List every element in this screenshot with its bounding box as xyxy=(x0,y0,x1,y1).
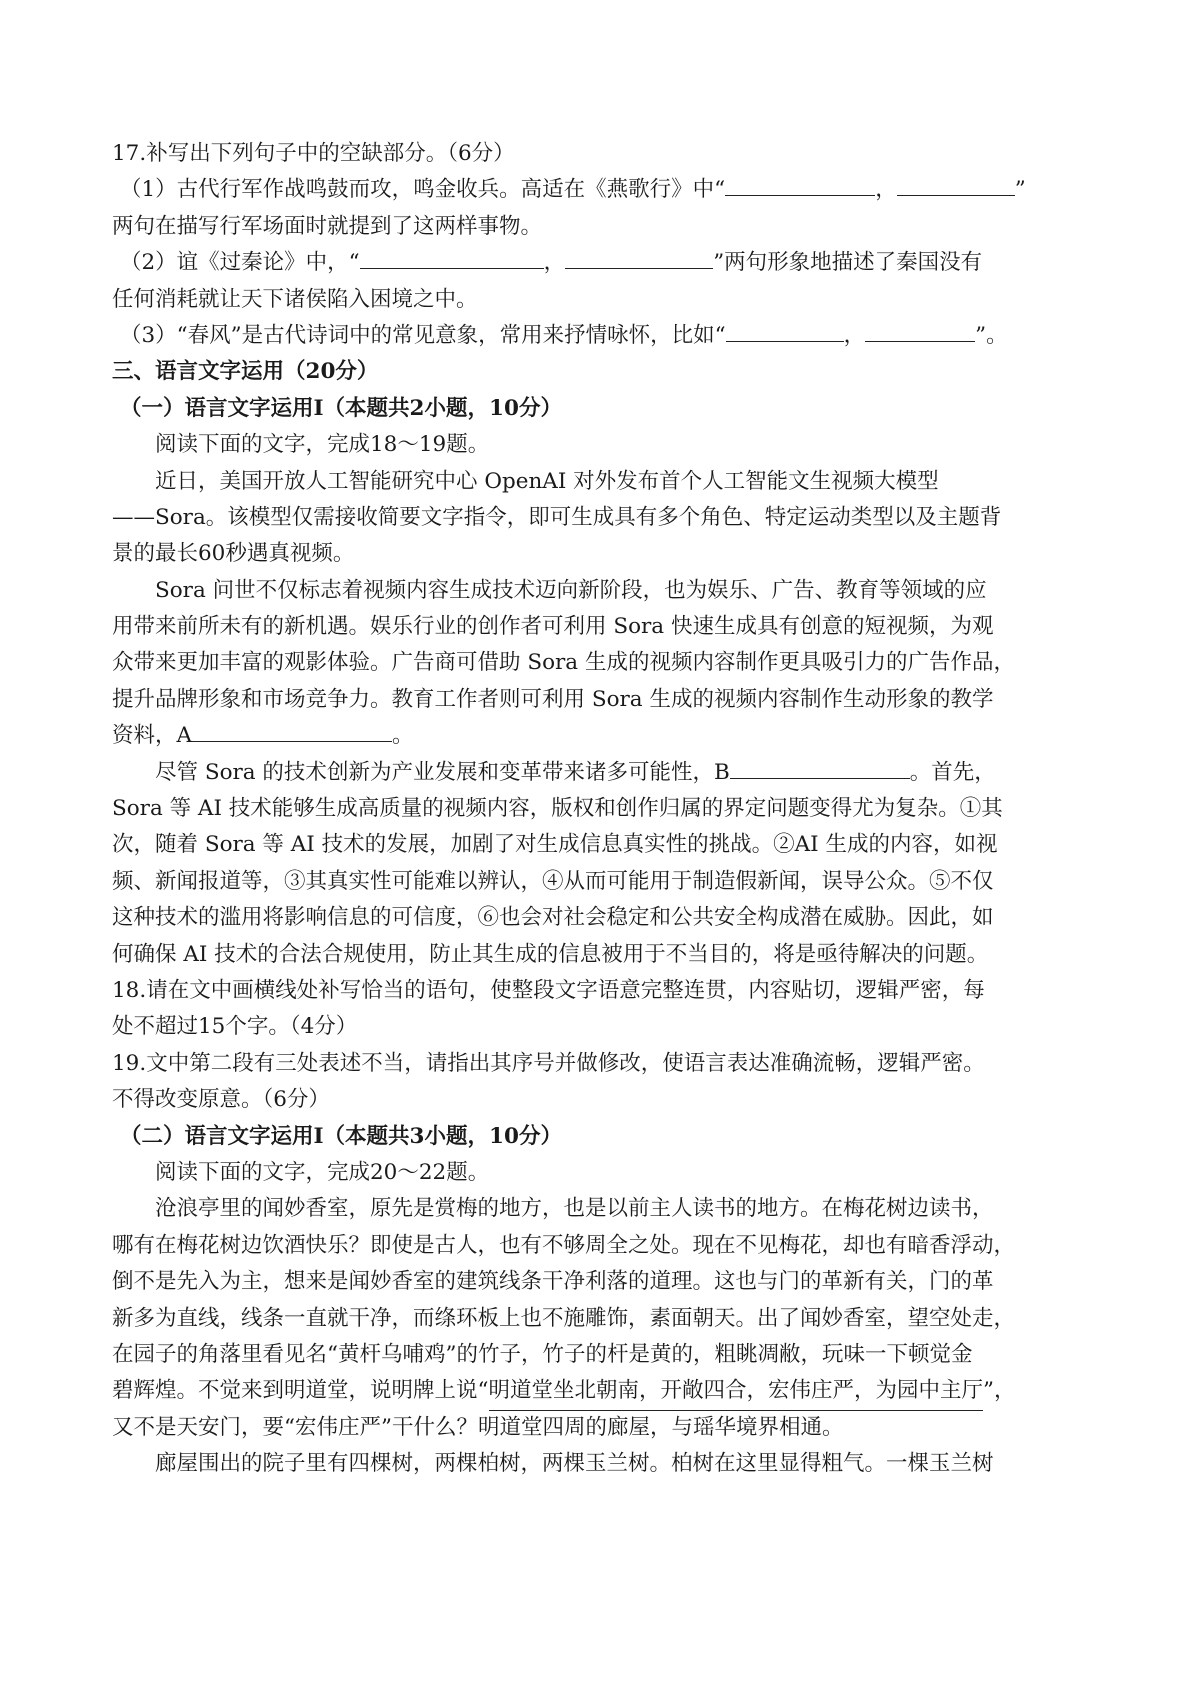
passage-line: 新多为直线，线条一直就干净，而绦环板上也不施雕饰，素面朝天。出了闻妙香室，望空处走， xyxy=(112,1305,1016,1331)
passage-line: 提升品牌形象和市场竞争力。教育工作者则可利用 Sora 生成的视频内容制作生动形象的教学 xyxy=(112,686,994,712)
passage-line: 哪有在梅花树边饮酒快乐？即使是古人，也有不够周全之处。现在不见梅花，却也有暗香浮动， xyxy=(112,1232,1016,1258)
passage-line: 又不是天安门，要“宏伟庄严”干什么？明道堂四周的廊屋，与瑶华境界相通。 xyxy=(112,1414,844,1440)
passage-line: 景的最长60秒遇真视频。 xyxy=(112,541,355,567)
answer-blank-b[interactable] xyxy=(730,756,910,779)
section-3-title: 三、语言文字运用（20分） xyxy=(112,359,379,385)
passage-line: 碧辉煌。不觉来到明道堂，说明牌上说“ 明道堂坐北朝南，开敞四合，宏伟庄严，为园中主厅 ”， xyxy=(112,1373,1092,1409)
passage-line: 沧浪亭里的闻妙香室，原先是赏梅的地方，也是以前主人读书的地方。在梅花树边读书， xyxy=(155,1196,994,1222)
question-17-title: 17.补写出下列句子中的空缺部分。（6分） xyxy=(112,141,515,166)
passage-line: 在园子的角落里看见名“黄杆乌哺鸡”的竹子，竹子的杆是黄的，粗眺凋敝，玩味一下顿觉金 xyxy=(112,1341,973,1367)
answer-blank[interactable] xyxy=(725,173,875,196)
question-17-item-1: （1）古代行军作战鸣鼓而攻，鸣金收兵。高适在《燕歌行》中“ ， ” xyxy=(112,172,1092,208)
underlined-quote: 明道堂坐北朝南，开敞四合，宏伟庄严，为园中主厅 xyxy=(489,1373,984,1410)
question-17-item-2: （2）谊《过秦论》中，“ ， ”两句形象地描述了秦国没有 xyxy=(112,245,1092,281)
passage-line: 廊屋围出的院子里有四棵树，两棵柏树，两棵玉兰树。柏树在这里显得粗气。一棵玉兰树 xyxy=(155,1451,994,1477)
question-19: 19.文中第二段有三处表述不当，请指出其序号并做修改，使语言表达准确流畅，逻辑严密。 xyxy=(112,1050,985,1076)
question-17-item-3: （3）“春风”是古代诗词中的常见意象，常用来抒情咏怀，比如“ ， ”。 xyxy=(112,318,1092,354)
answer-blank-a[interactable] xyxy=(192,719,392,742)
answer-blank[interactable] xyxy=(360,246,544,269)
passage-line: 资料，A 。 xyxy=(112,718,1092,754)
subsection-2-title: （二）语言文字运用Ⅰ（本题共3小题，10分） xyxy=(120,1123,562,1149)
reading-intro-1: 阅读下面的文字，完成18～19题。 xyxy=(155,432,490,458)
question-18-cont: 处不超过15个字。（4分） xyxy=(112,1014,358,1040)
passage-line: 近日，美国开放人工智能研究中心 OpenAI 对外发布首个人工智能文生视频大模型 xyxy=(155,468,939,494)
question-18: 18.请在文中画横线处补写恰当的语句，使整段文字语意完整连贯，内容贴切，逻辑严密，每 xyxy=(112,977,985,1003)
answer-blank[interactable] xyxy=(565,246,713,269)
answer-blank[interactable] xyxy=(726,319,844,342)
passage-line: Sora 问世不仅标志着视频内容生成技术迈向新阶段，也为娱乐、广告、教育等领域的应 xyxy=(155,577,987,603)
passage-line: 何确保 AI 技术的合法合规使用，防止其生成的信息被用于不当目的，将是亟待解决的问题。 xyxy=(112,941,989,967)
subsection-1-title: （一）语言文字运用Ⅰ（本题共2小题，10分） xyxy=(120,395,562,421)
reading-intro-2: 阅读下面的文字，完成20～22题。 xyxy=(155,1159,490,1185)
answer-blank[interactable] xyxy=(865,319,975,342)
document-page xyxy=(112,136,1092,1482)
question-17-item-2-cont: 任何消耗就让天下诸侯陷入困境之中。 xyxy=(112,286,478,312)
passage-line: 次，随着 Sora 等 AI 技术的发展，加剧了对生成信息真实性的挑战。②AI 生成的内容，如视 xyxy=(112,832,998,858)
passage-line: Sora 等 AI 技术能够生成高质量的视频内容，版权和创作归属的界定问题变得尤为复杂。①其 xyxy=(112,796,1003,822)
question-17-item-1-cont: 两句在描写行军场面时就提到了这两样事物。 xyxy=(112,213,543,239)
passage-line: 众带来更加丰富的观影体验。广告商可借助 Sora 生成的视频内容制作更具吸引力的广告作品， xyxy=(112,650,1015,676)
passage-line: 频、新闻报道等，③其真实性可能难以辨认，④从而可能用于制造假新闻，误导公众。⑤不仅 xyxy=(112,868,994,894)
passage-line: ——Sora。该模型仅需接收简要文字指令，即可生成具有多个角色、特定运动类型以及主题背 xyxy=(112,504,1002,530)
question-19-cont: 不得改变原意。（6分） xyxy=(112,1087,330,1113)
passage-line: 尽管 Sora 的技术创新为产业发展和变革带来诸多可能性，B 。首先， xyxy=(112,755,1092,791)
answer-blank[interactable] xyxy=(897,173,1015,196)
passage-line: 这种技术的滥用将影响信息的可信度，⑥也会对社会稳定和公共安全构成潜在威胁。因此，如 xyxy=(112,905,994,931)
passage-line: 倒不是先入为主，想来是闻妙香室的建筑线条干净利落的道理。这也与门的革新有关，门的革 xyxy=(112,1269,994,1295)
passage-line: 用带来前所未有的新机遇。娱乐行业的创作者可利用 Sora 快速生成具有创意的短视频，为观 xyxy=(112,614,994,640)
